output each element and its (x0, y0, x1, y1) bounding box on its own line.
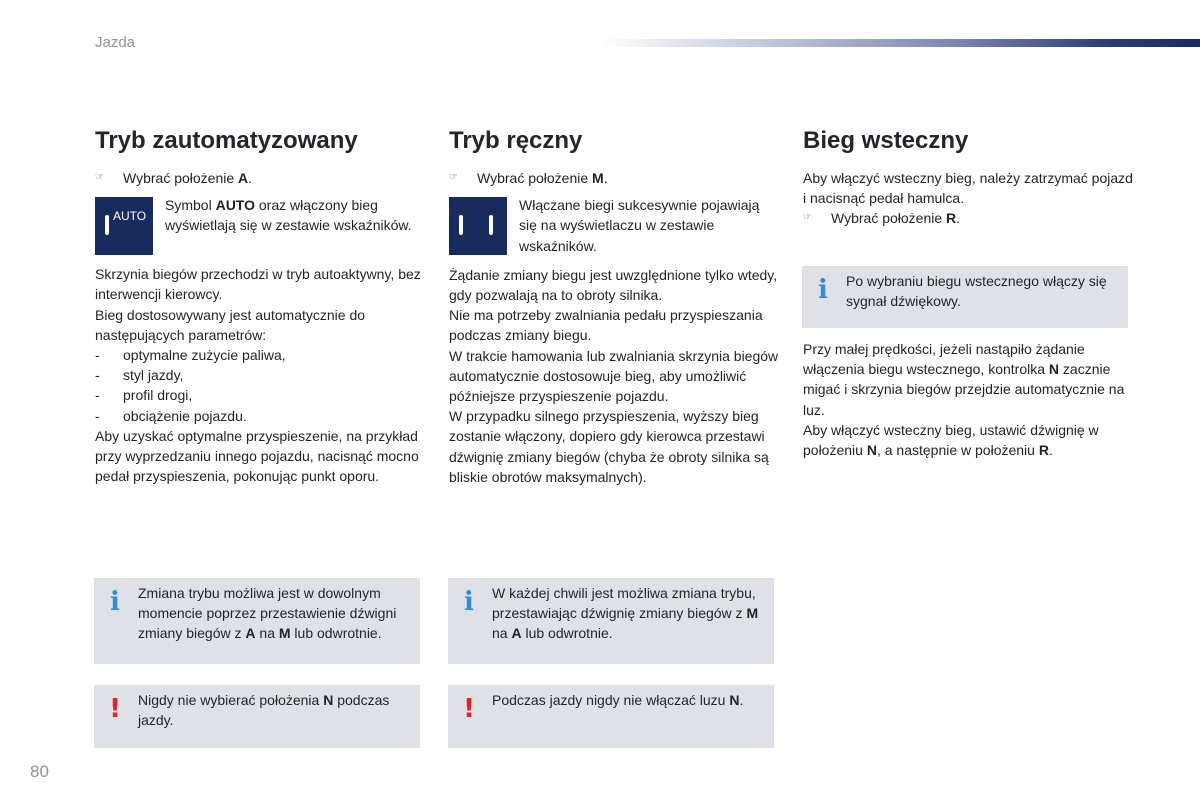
info-box-mode-change: i Zmiana trybu możliwa jest w dowolnym momencie poprzez przestawienie dźwigni zmiany biegów z A na M lub odwrotnie. (94, 578, 420, 664)
list-item: - profil drogi, (95, 387, 193, 404)
step-select-a: ☞ Wybrać położenie A. (95, 168, 425, 188)
heading-manual: Tryb ręczny (449, 127, 583, 154)
list-item: - styl jazdy, (95, 367, 184, 384)
info-box-mode-switch: i W każdej chwili jest możliwa zmiana trybu, przestawiając dźwignię zmiany biegów z M na A lub odwrotnie. (448, 578, 774, 664)
pointing-hand-icon: ☞ (95, 172, 104, 183)
page-number: 80 (30, 762, 49, 781)
column-automated (95, 124, 425, 486)
auto-indicator-row (95, 197, 425, 255)
step-select-m: ☞ Wybrać położenie M. (449, 168, 779, 188)
paragraph: Bieg dostosowywany jest automatycznie do następujących parametrów: (95, 306, 366, 343)
heading-automated: Tryb zautomatyzowany (95, 127, 358, 154)
exclamation-icon: ! (109, 694, 121, 724)
info-icon: i (110, 587, 120, 617)
pointing-hand-icon: ☞ (803, 212, 812, 224)
reverse-details (803, 339, 1133, 460)
paragraph: W przypadku silnego przyspieszenia, wyższy bieg zostanie włączony, dopiero gdy kierowca przestawi dźwignię zmiany biegów (chyba że obroty silnika są bliskie obrotów maksymalnych). (449, 408, 769, 485)
manual-indicator-row (449, 197, 779, 256)
manual-gear-indicator-icon (449, 197, 507, 255)
pointing-hand-icon: ☞ (449, 172, 458, 183)
paragraph: W trakcie hamowania lub zwalniania skrzynia biegów automatycznie dostosowuje bieg, aby umożliwić późniejsze przyspieszenie pojazdu. (449, 347, 779, 405)
list-item: - optymalne zużycie paliwa, (95, 347, 286, 364)
column-manual (449, 124, 779, 487)
info-icon: i (464, 587, 474, 617)
paragraph: Nie ma potrzeby zwalniania pedału przyspieszania podczas zmiany biegu. (449, 307, 763, 344)
info-icon: i (818, 275, 828, 305)
paragraph: Przy małej prędkości, jeżeli nastąpiło żądanie włączenia biegu wstecznego, kontrolka N zacznie migać i skrzynia biegów przejdzie automatycznie na luz. (803, 341, 1125, 418)
step-select-r: ☞ Wybrać położenie R. (803, 208, 1133, 228)
paragraph: Aby uzyskać optymalne przyspieszenie, na przykład przy wyprzedzaniu innego pojazdu, nacisnąć mocno pedał przyspieszenia, pokonując punkt oporu. (95, 427, 419, 485)
column-reverse (803, 124, 1133, 229)
heading-reverse: Bieg wsteczny (803, 127, 969, 154)
warning-box-neutral-driving: ! Podczas jazdy nigdy nie włączać luzu N. (448, 685, 774, 748)
section-label: Jazda (95, 34, 136, 51)
warning-box-neutral: ! Nigdy nie wybierać położenia N podczas jazdy. (94, 685, 420, 748)
auto-gear-indicator-icon: AUTO (95, 197, 153, 255)
list-item: - obciążenie pojazdu. (95, 407, 247, 424)
info-box-reverse-signal: i Po wybraniu biegu wstecznego włączy się sygnał dźwiękowy. (802, 266, 1128, 328)
manual-indicator-text: Włączane biegi sukcesywnie pojawiają się na wyświetlaczu w zestawie wskaźników. (519, 197, 760, 254)
auto-indicator-text: Symbol AUTO oraz włączony bieg wyświetlają się w zestawie wskaźników. (165, 197, 412, 234)
header-gradient-bar (600, 39, 1200, 47)
paragraph: Żądanie zmiany biegu jest uwzględnione tylko wtedy, gdy pozwalają na to obroty silnika. (449, 266, 778, 304)
paragraph: Aby włączyć wsteczny bieg, ustawić dźwignię w położeniu N, a następnie w położeniu R. (803, 421, 1099, 459)
paragraph: Skrzynia biegów przechodzi w tryb autoaktywny, bez interwencji kierowcy. (95, 266, 421, 303)
exclamation-icon: ! (463, 694, 475, 724)
paragraph: Aby włączyć wsteczny bieg, należy zatrzymać pojazd i nacisnąć pedał hamulca. (803, 170, 1133, 207)
